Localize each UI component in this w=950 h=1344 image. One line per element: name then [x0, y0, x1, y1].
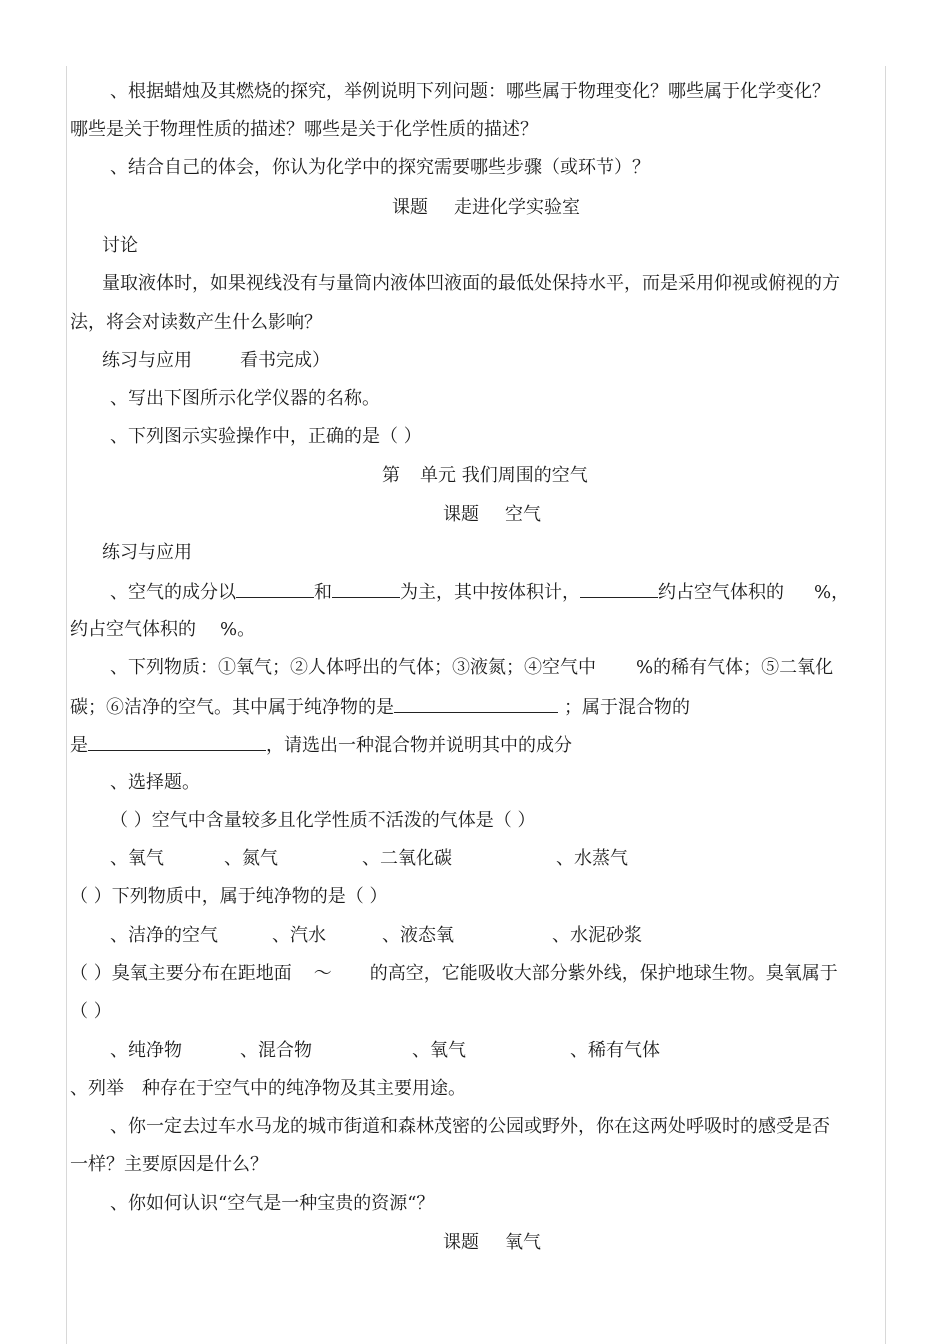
discussion-question: 量取液体时，如果视线没有与量筒内液体凹液面的最低处保持水平，而是采用仰视或俯视的方: [102, 273, 840, 294]
question-inquiry-steps: 、结合自己的体会，你认为化学中的探究需要哪些步骤（或环节）？: [110, 157, 650, 178]
answer-blank[interactable]: [236, 579, 314, 598]
question-candle: 、根据蜡烛及其燃烧的探究，举例说明下列问题：哪些属于物理变化？哪些属于化学变化？: [110, 81, 830, 102]
discussion-question-cont: 法，将会对读数产生什么影响？: [70, 312, 322, 333]
choice-question-3: （ ）臭氧主要分布在距地面 ～ 的高空，它能吸收大部分紫外线，保护地球生物。臭氧属于: [70, 963, 838, 984]
question-air-composition: 、空气的成分以 和 为主，其中按体积计， 约占空气体积的 %，: [110, 579, 849, 605]
discussion-label: 讨论: [102, 235, 138, 256]
answer-blank[interactable]: [88, 732, 266, 751]
question-substances-cont: 碳；⑥洁净的空气。其中属于纯净物的是 ；属于混合物的: [70, 694, 690, 720]
section-heading-air: 课题 空气: [443, 504, 541, 525]
section-heading-lab: [392, 196, 580, 220]
choice-question-2: （ ）下列物质中，属于纯净物的是（ ）: [70, 886, 388, 907]
choice-options-3: 、纯净物 、混合物 、氧气 、稀有气体: [110, 1040, 660, 1061]
choice-options-2: 、洁净的空气 、汽水 、液态氧 、水泥砂浆: [110, 925, 642, 946]
question-air-resource: 、你如何认识“空气是一种宝贵的资源“？: [110, 1193, 435, 1214]
question-substances-cont-2: 是 ，请选出一种混合物并说明其中的成分: [70, 732, 572, 758]
practice-label-1: 练习与应用 看书完成）: [102, 350, 330, 371]
unit-heading: 第 单元 我们周围的空气: [382, 465, 588, 486]
answer-blank[interactable]: [394, 694, 558, 713]
choice-section-label: 、选择题。: [110, 772, 200, 793]
choice-question-3-cont: （ ）: [70, 1001, 112, 1022]
heading-prefix: 课题: [392, 197, 428, 218]
heading-title: 走进化学实验室: [454, 197, 580, 218]
question-correct-operation: 、下列图示实验操作中，正确的是（ ）: [110, 426, 422, 447]
question-substances: 、下列物质：①氧气；②人体呼出的气体；③液氮；④空气中 %的稀有气体；⑤二氧化: [110, 657, 834, 678]
question-air-composition-cont: 约占空气体积的 %。: [70, 619, 256, 640]
practice-label-2: 练习与应用: [102, 542, 192, 563]
practice-note: 看书完成）: [240, 350, 330, 371]
section-heading-oxygen: 课题 氧气: [443, 1232, 541, 1253]
question-breathing-cont: 一样？主要原因是什么？: [70, 1154, 268, 1175]
question-candle-cont: 哪些是关于物理性质的描述？哪些是关于化学性质的描述？: [70, 119, 538, 140]
question-instrument-names: 、写出下图所示化学仪器的名称。: [110, 388, 380, 409]
question-breathing: 、你一定去过车水马龙的城市街道和森林茂密的公园或野外，你在这两处呼吸时的感受是否: [110, 1116, 830, 1137]
choice-options-1: 、氧气 、氮气 、二氧化碳 、水蒸气: [110, 848, 628, 869]
choice-question-1: （ ）空气中含量较多且化学性质不活泼的气体是（ ）: [110, 810, 536, 831]
answer-blank[interactable]: [580, 579, 658, 598]
question-list-pure-substances: 、列举 种存在于空气中的纯净物及其主要用途。: [70, 1078, 466, 1099]
answer-blank[interactable]: [332, 579, 400, 598]
